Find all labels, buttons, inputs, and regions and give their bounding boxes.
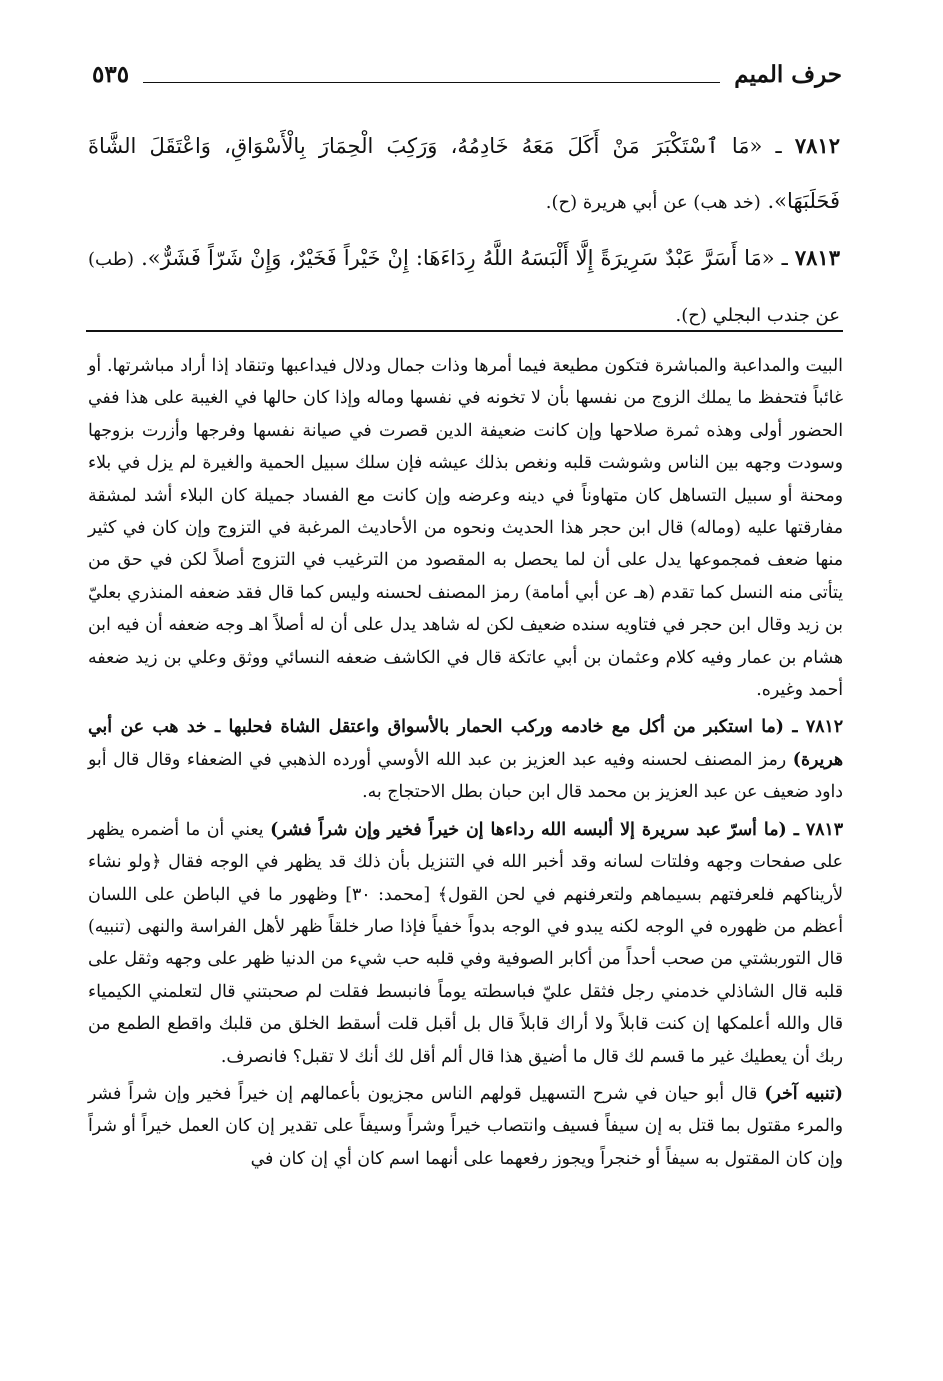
hadith-source: (طب) عن جندب البجلي (ح). <box>88 249 840 326</box>
hadith-7812: ٧٨١٢ ـ «مَا ٱسْتَكْبَرَ مَنْ أَكَلَ مَعَهُ خَادِمُهُ، وَرَكِبَ الْحِمَارَ بِالْأَسْوَاقِ، وَاعْتَقَلَ الشَّاةَ فَحَلَبَهَا». (خد هب) عن أبي هريرة (ح). <box>88 133 840 213</box>
commentary-body: رمز المصنف لحسنه وفيه عبد العزيز بن عبد الله الأوسي أورده الذهبي في الضعفاء وقال قال أبو داود ضعيف عن عبد العزيز بن محمد قال ابن حبان بطل الاحتجاج به. <box>88 749 843 803</box>
hadith-number: ٧٨١٢ <box>794 133 840 158</box>
page-number: ٥٣٥ <box>92 61 130 88</box>
commentary-7812 <box>88 711 843 808</box>
header-rule <box>143 82 720 83</box>
hadith-7813: ٧٨١٣ ـ «مَا أَسَرَّ عَبْدٌ سَرِيرَةً إِلَّا أَلْبَسَهُ اللَّهُ رِدَاءَهَا: إِنْ خَيْراً فَخَيْرٌ، وَإِنْ شَرّاً فَشَرٌّ». (طب) عن جندب البجلي (ح). <box>88 245 840 326</box>
hadith-text: «مَا أَسَرَّ عَبْدٌ سَرِيرَةً إِلَّا أَلْبَسَهُ اللَّهُ رِدَاءَهَا: إِنْ خَيْراً فَخَيْرٌ، وَإِنْ شَرّاً فَشَرٌّ». <box>141 246 775 270</box>
hadith-source: (خد هب) عن أبي هريرة (ح). <box>545 192 761 213</box>
chapter-title: حرف الميم <box>734 61 842 88</box>
section-divider <box>86 330 843 332</box>
commentary-body: قال أبو حيان في شرح التسهيل قولهم الناس مجزيون بأعمالهم إن خيراً فخير وإن شراً فشر والمرء مقتول بما قتل به إن سيفاً فسيف وانتصاب خيراً وشراً وسيفاً على تقدير إن كان العمل خيراً أو شراً وإن كان المقتول به سيفاً أو خنجراً ويجوز رفعهما على أنهما اسم كان أي إن كان في <box>88 1083 843 1169</box>
commentary-heading: (تنبيه آخر) <box>764 1083 843 1104</box>
page-header <box>92 58 842 88</box>
commentary-heading: ٧٨١٢ ـ (ما استكبر من أكل مع خادمه وركب الحمار بالأسواق واعتقل الشاة فحلبها ـ خد هب عن أبي هريرة) <box>88 717 843 770</box>
commentary-body: يعني أن ما أضمره يظهر على صفحات وجهه وفلتات لسانه وقد أخبر الله في التنزيل بأن ذلك قد يظهر في الوجه فقال ﴿ولو نشاء لأريناكهم فلعرفتهم بسيماهم ولتعرفنهم في لحن القول﴾ [محمد: ٣٠] وظهور ما في الباطن على اللسان أعظم من ظهوره في الوجه لكنه يبدو في الوجه بدواً خفياً فإذا صار خلقاً ظهر لأهل الفراسة والنهى (تنبيه) قال التوربشتي من صحب أحداً من أكابر الصوفية وفي قلبه حب شيء من الدنيا ظهر على وجهه وثقل على قلبه قال الشاذلي خدمني رجل فثقل عليّ فباسطته يوماً فانبسط فقلت لم صحبتني قال لتعلمني الكيمياء قال والله أعلمكها إن كنت قابلاً ولا أراك قابلاً قال بل أقبل قلت أسقط الخلق من قلبك واقطع الطمع من ربك أن يعطيك غير ما قسم لك قال ما أضيق هذا قال ألم أقل لك أنك لا تقبل؟ فانصرف. <box>88 819 843 1067</box>
hadith-text: «مَا ٱسْتَكْبَرَ مَنْ أَكَلَ مَعَهُ خَادِمُهُ، وَرَكِبَ الْحِمَارَ بِالْأَسْوَاقِ، وَاعْتَقَلَ الشَّاةَ فَحَلَبَهَا». <box>88 134 840 213</box>
hadith-number: ٧٨١٣ <box>794 245 840 270</box>
commentary-block <box>88 350 843 1180</box>
hadith-text-block <box>88 118 840 343</box>
commentary-intro: البيت والمداعبة والمباشرة فتكون مطيعة فيما أمرها وذات جمال ودلال فيداعبها وتنقاد إذا أراد مباشرتها. أو غائباً فتحفظ ما يملك الزوج من نفسها بأن لا تخونه في نفسها وماله وإذا كان حالها في الغيبة على هذا ففي الحضور أولى وهذه ثمرة صلاحها وإن كانت ضعيفة الدين قصرت في صيانة نفسها وفرجها وأزرت بزوجها وسودت وجهه بين الناس وشوشت قلبه ونغص بذلك عيشه فإن سلك سبيل الحمية والغيرة لم يزل في بلاء ومحنة أو سبيل التساهل كان متهاوناً في دينه وعرضه وإن كانت مع الفساد جميلة كان البلاء أشد لمشقة مفارقتها عليه (وماله) قال ابن حجر هذا الحديث ونحوه من الأحاديث المرغبة في التزوج وإن كان في كثير منها ضعف فمجموعها يدل على أن لما يحصل به المقصود من الترغيب في التزوج أصلاً لكن في حق من يتأتى منه النسل كما تقدم (هـ عن أبي أمامة) رمز المصنف لحسنه وليس كما قال فقد ضعفه المنذري بعليّ بن زيد وقال ابن حجر في فتاويه سنده ضعيف لكن له شاهد يدل على أن له أصلاً اهـ وجه ضعفه أن فيه ابن هشام بن عمار وفيه كلام وعثمان بن أبي عاتكة قال في الكاشف ضعفه النسائي ووثق وعلي بن زيد ضعفه أحمد وغيره. <box>88 356 843 701</box>
commentary-tanbih <box>88 1078 843 1175</box>
commentary-heading: ٧٨١٣ ـ (ما أسرّ عبد سريرة إلا ألبسه الله رداءها إن خيراً فخير وإن شراً فشر) <box>270 819 843 840</box>
commentary-7813 <box>88 814 843 1073</box>
